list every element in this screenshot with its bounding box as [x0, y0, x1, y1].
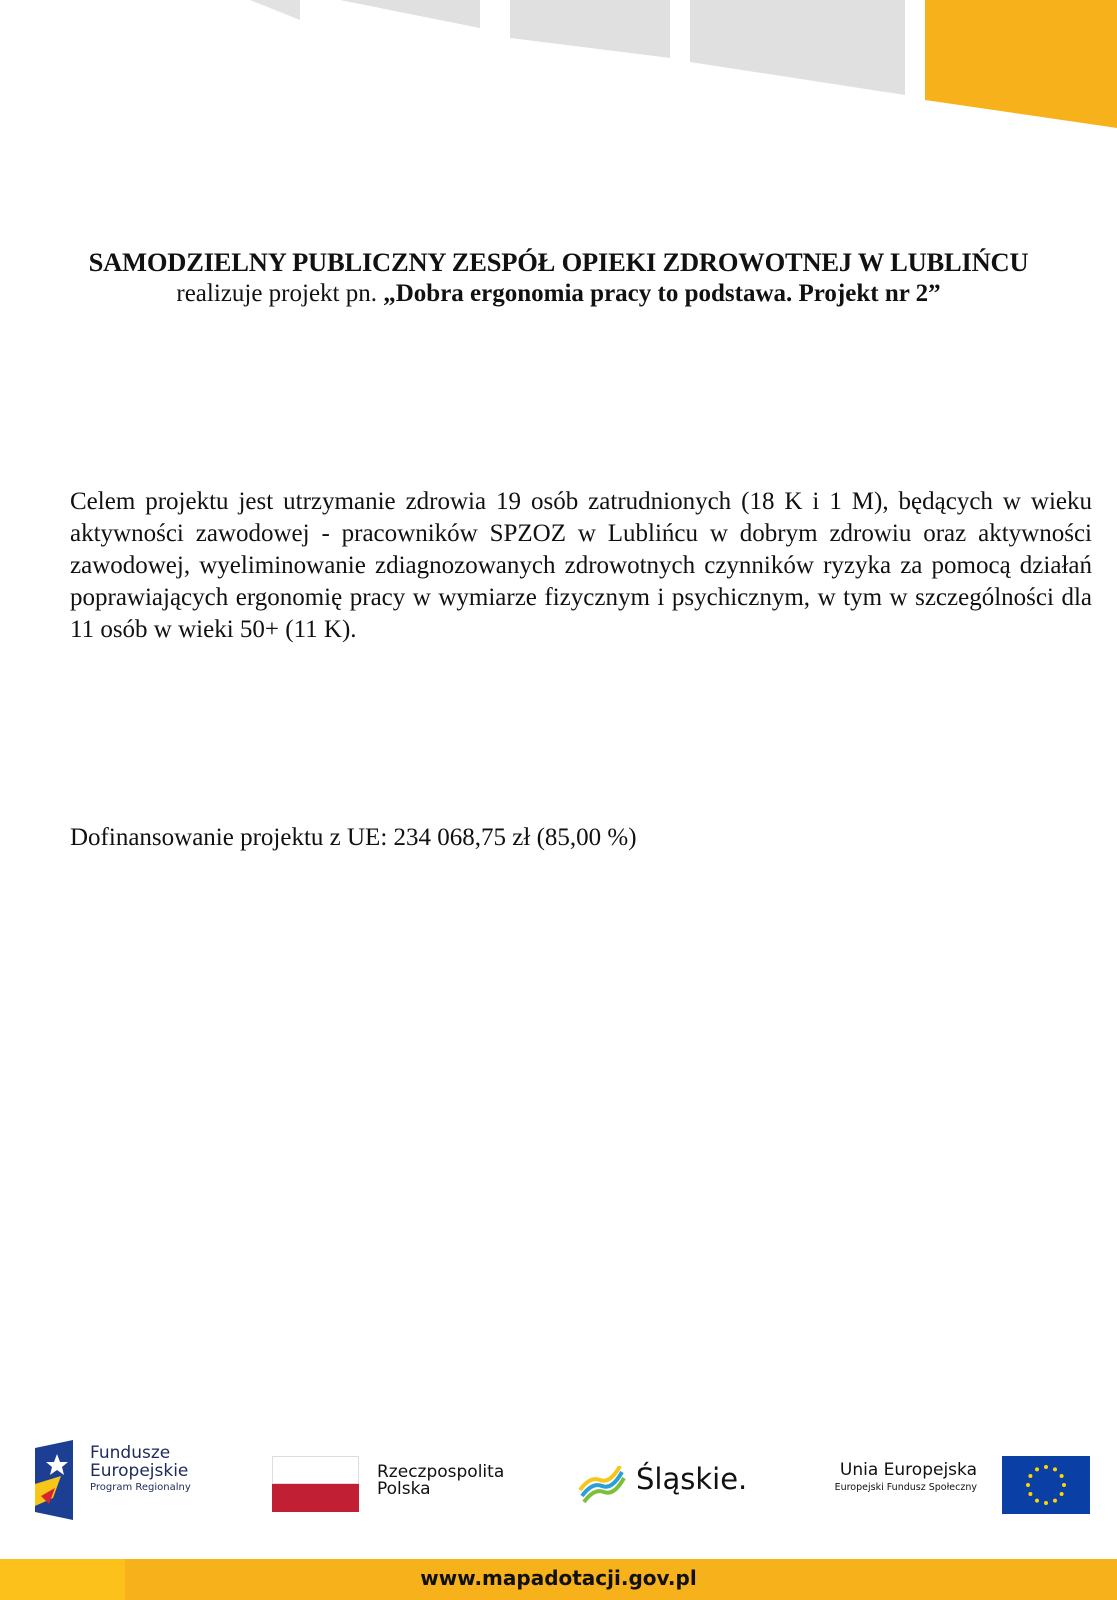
fe-line1: Fundusze — [90, 1443, 171, 1463]
logo-strip — [0, 1440, 1117, 1520]
header-decoration — [0, 0, 1117, 140]
funding-info: Dofinansowanie projektu z UE: 234 068,75 zł (85,00 %) — [70, 824, 637, 851]
project-description: Celem projektu jest utrzymanie zdrowia 19 osób zatrudnionych (18 K i 1 M), będących w wieku aktywności zawodowej - pracowników SPZOZ w Lublińcu w dobrym zdrowiu oraz aktywności zawodowej, wyeliminowanie zdiagnozowanych zdrowotnych czynników ryzyka za pomocą działań poprawiających ergonomię pracy w wymiarze fizycznym i psychicznym, w tym w szczególności dla 11 osób w wieki 50+ (11 K). — [70, 488, 1092, 643]
fundusze-europejskie-logo — [35, 1440, 235, 1520]
project-prefix: realizuje projekt pn. — [176, 280, 377, 307]
footer-bar — [0, 1559, 1117, 1600]
slaskie-logo — [578, 1460, 758, 1510]
project-title: „Dobra ergonomia pracy to podstawa. Projekt nr 2” — [383, 280, 941, 307]
project-line — [0, 278, 1117, 310]
polish-flag-icon — [272, 1456, 359, 1512]
rzeczpospolita-polska-logo — [272, 1456, 532, 1516]
unia-europejska-logo — [800, 1456, 1090, 1516]
slaskie-waves-icon — [578, 1466, 628, 1506]
eu-line1: Unia Europejska — [839, 1460, 977, 1480]
organization-name: SAMODZIELNY PUBLICZNY ZESPÓŁ OPIEKI ZDROWOTNEJ W LUBLIŃCU — [88, 247, 1029, 277]
fe-line2: Europejskie — [90, 1461, 189, 1481]
eu-flag-icon — [1002, 1456, 1090, 1514]
fundusze-europejskie-text — [90, 1444, 191, 1496]
unia-europejska-text — [835, 1460, 977, 1496]
rp-line2: Polska — [377, 1479, 431, 1499]
rzeczpospolita-polska-text — [377, 1464, 504, 1498]
header — [0, 246, 1117, 310]
fe-line3: Program Regionalny — [90, 1482, 191, 1493]
eu-line2: Europejski Fundusz Społeczny — [834, 1482, 977, 1493]
slaskie-label: Śląskie. — [636, 1462, 748, 1496]
footer-url-link[interactable]: www.mapadotacji.gov.pl — [420, 1566, 697, 1590]
fundusze-europejskie-star-icon — [35, 1440, 81, 1520]
rp-line1: Rzeczpospolita — [377, 1462, 505, 1482]
